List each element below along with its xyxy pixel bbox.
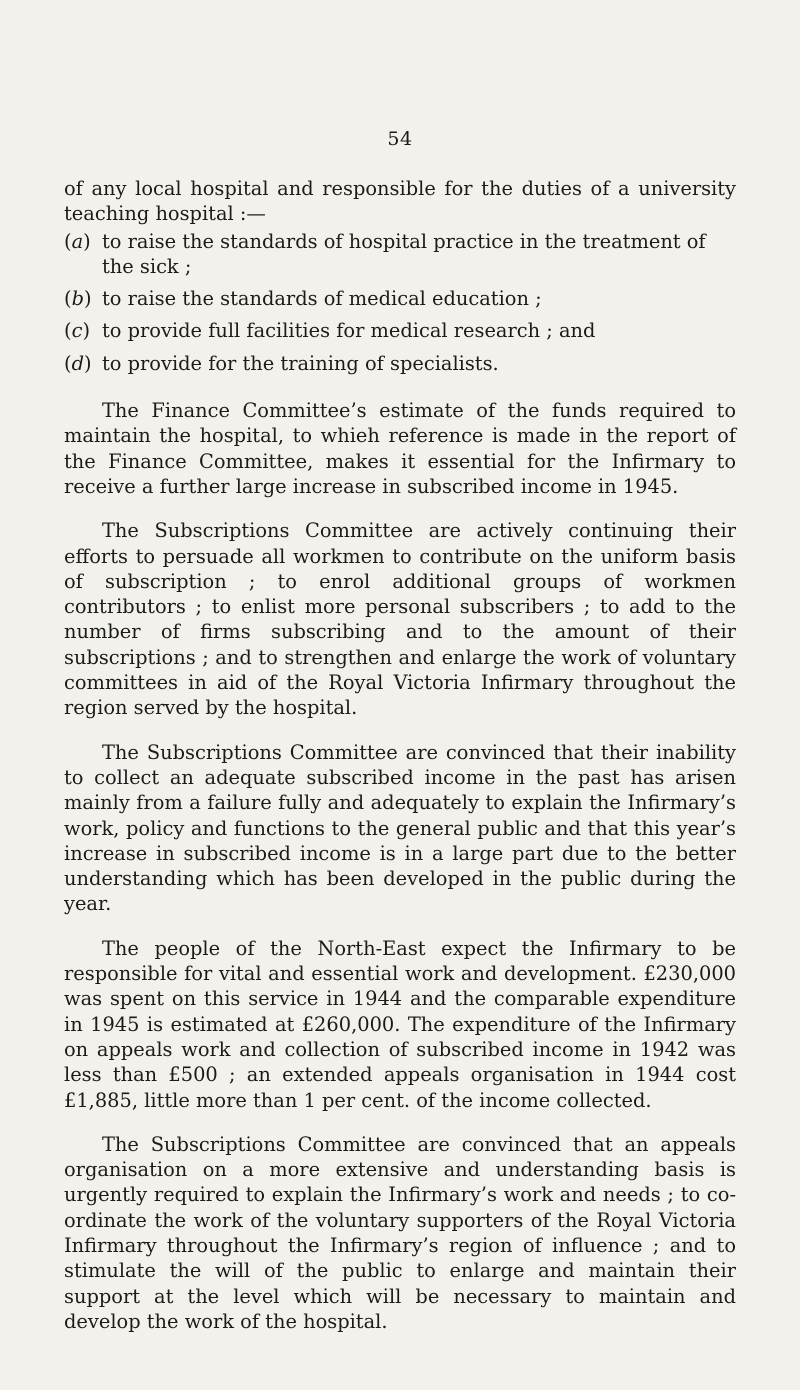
list-marker: (a) [64,229,91,253]
list-item [64,351,736,376]
list-marker: (b) [64,287,92,311]
list-item-text: to raise the standards of hospital practice in the treatment of the sick ; [102,229,706,278]
intro-paragraph: of any local hospital and responsible for the duties of a university teaching hospital :— [64,177,736,226]
list-item-text: to provide full facilities for medical research ; and [102,319,596,343]
list-marker: (c) [64,319,91,343]
list-item [64,229,736,280]
list-item-text: to raise the standards of medical education ; [102,287,542,311]
objectives-list [64,229,736,376]
subscriptions-efforts-paragraph: The Subscriptions Committee are actively continuing their efforts to persuade all workmen to contribute on the uniform basis of subscription ; to enrol additional groups of workmen contributors ; to enlist more personal subscribers ; to add to the number of firms subscribing and to the amount of their subscriptions ; and to strengthen and enlarge the work of voluntary committees in aid of the Royal Victoria Infirmary throughout the region served by the hospital. [64,519,736,720]
subscriptions-inability-paragraph: The Subscriptions Committee are convinced that their inability to collect an adequate subscribed income in the past has arisen mainly from a failure fully and adequately to explain the Infirmary’s work, policy and functions to the general public and that this year’s increase in subscribed income is in a large part due to the better understanding which has been developed in the public during the year. [64,740,736,916]
list-marker: (d) [64,351,92,375]
list-item [64,286,736,311]
document-body [64,176,736,1334]
list-item-text: to provide for the training of specialists. [102,351,499,375]
finance-paragraph: The Finance Committee’s estimate of the funds required to maintain the hospital, to whieh reference is made in the report of the Finance Committee, makes it essential for the Infirmary to receive a further large increase in subscribed income in 1945. [64,399,736,498]
appeals-organisation-paragraph: The Subscriptions Committee are convinced that an appeals organisation on a more extensive and understanding basis is urgently required to explain the Infirmary’s work and needs ; to co-ordinate the work of the voluntary supporters of the Royal Victoria Infirmary throughout the Infirmary’s region of influence ; and to stimulate the will of the public to enlarge and maintain their support at the level which will be necessary to maintain and develop the work of the hospital. [64,1132,736,1333]
north-east-paragraph: The people of the North-East expect the Infirmary to be responsible for vital and essential work and development. £230,000 was spent on this service in 1944 and the comparable expenditure in 1945 is estimated at £260,000. The expenditure of the Infirmary on appeals work and collection of subscribed income in 1942 was less than £500 ; an extended appeals organisation in 1944 cost £1,885, little more than 1 per cent. of the income collected. [64,936,736,1112]
list-item [64,318,736,343]
page-number: 54 [387,128,413,150]
